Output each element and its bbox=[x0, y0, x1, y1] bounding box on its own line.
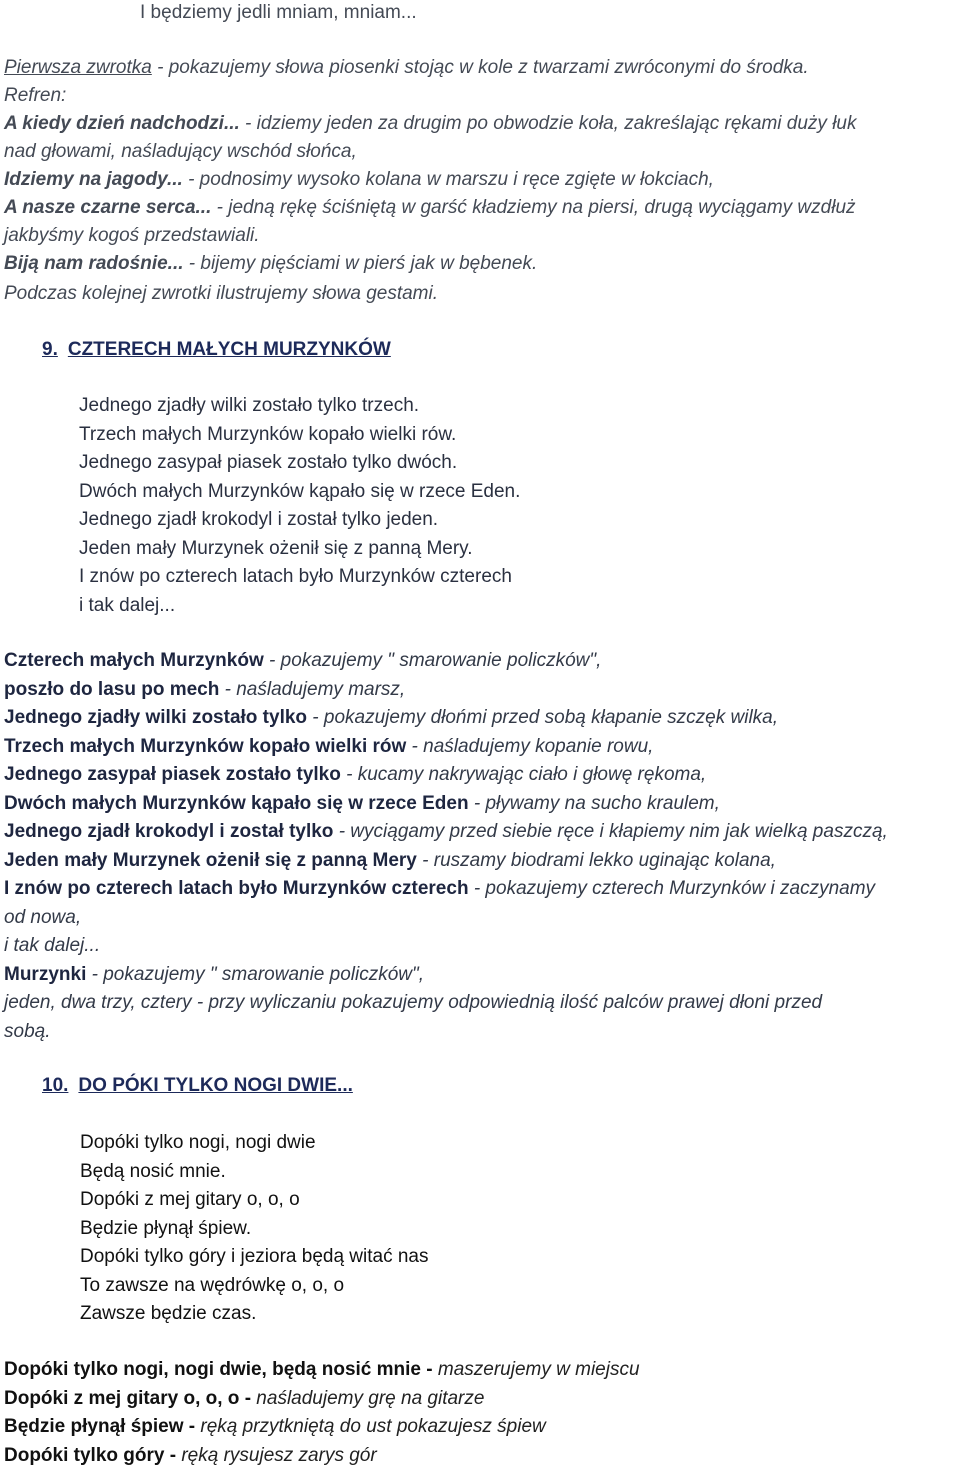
action-line bbox=[4, 875, 875, 904]
refrain-line-4 bbox=[4, 194, 856, 222]
verse-line: Dopóki tylko nogi, nogi dwie bbox=[80, 1132, 316, 1153]
action-key: Jeden mały Murzynek ożenił się z panną Mery bbox=[4, 849, 417, 871]
action-key: Murzynki bbox=[4, 963, 87, 985]
refrain-line-2: nad głowami, naśladujący wschód słońca, bbox=[4, 141, 357, 162]
action-line bbox=[4, 904, 81, 933]
action-line bbox=[4, 1413, 546, 1442]
verse-line: Jednego zjadły wilki zostało tylko trzech. bbox=[79, 395, 420, 416]
action-line bbox=[4, 847, 776, 876]
action-desc: jeden, dwa trzy, cztery - przy wyliczaniu pokazujemy odpowiednią ilość palców prawej dłoni przed bbox=[4, 992, 823, 1013]
action-line bbox=[4, 647, 601, 676]
action-line bbox=[4, 961, 424, 990]
action-desc: naśladujemy grę na gitarze bbox=[251, 1387, 485, 1409]
song-10-heading bbox=[42, 1072, 353, 1100]
verse-line: Dopóki tylko góry i jeziora będą witać nas bbox=[80, 1246, 429, 1267]
verse-line: Będzie płynął śpiew. bbox=[80, 1217, 252, 1239]
verse-line: i tak dalej... bbox=[79, 594, 176, 616]
refrain-line-3 bbox=[4, 166, 714, 194]
action-line bbox=[4, 1356, 640, 1385]
refrain-line-1 bbox=[4, 110, 857, 138]
action-key: Dwóch małych Murzynków kąpało się w rzece Eden bbox=[4, 792, 469, 814]
action-desc: - pokazujemy czterech Murzynków i zaczynamy bbox=[468, 878, 876, 899]
refrain-desc: - idziemy jeden za drugim po obwodzie koła, zakreślając rękami duży łuk bbox=[239, 113, 857, 134]
song-lyric-line: I będziemy jedli mniam, mniam... bbox=[140, 2, 417, 23]
verse-line: Jednego zasypał piasek zostało tylko dwóch. bbox=[79, 452, 458, 473]
action-desc: - wyciągamy przed siebie ręce i kłapiemy nim jak wielką paszczą, bbox=[333, 821, 888, 842]
action-line bbox=[4, 1018, 50, 1047]
action-line bbox=[4, 932, 100, 961]
action-key: Będzie płynął śpiew - bbox=[4, 1416, 196, 1437]
action-line bbox=[4, 989, 822, 1018]
action-key: Dopóki tylko nogi, nogi dwie, będą nosić mnie - bbox=[4, 1359, 433, 1380]
refrain-desc: - podnosimy wysoko kolana w marszu i ręce zgięte w łokciach, bbox=[182, 169, 714, 190]
refrain-key: Idziemy na jagody... bbox=[4, 169, 183, 190]
song-9-heading bbox=[42, 336, 391, 364]
action-desc: - pokazujemy " smarowanie policzków", bbox=[263, 650, 602, 671]
verse-line: Trzech małych Murzynków kopało wielki rów. bbox=[79, 423, 457, 445]
verse-line: Jednego zjadł krokodyl i został tylko jeden. bbox=[79, 509, 439, 530]
action-key: I znów po czterech latach było Murzynków czterech bbox=[4, 878, 469, 899]
refrain-desc: - bijemy pięściami w pierś jak w bębenek. bbox=[183, 253, 538, 274]
verse-line: Dwóch małych Murzynków kąpało się w rzece Eden. bbox=[79, 480, 521, 502]
action-desc: - naśladujemy kopanie rowu, bbox=[406, 735, 654, 757]
action-desc: - ruszamy biodrami lekko uginając kolana, bbox=[416, 849, 776, 871]
action-line bbox=[4, 790, 720, 819]
action-key: Trzech małych Murzynków kopało wielki rów bbox=[4, 735, 407, 757]
verse-line: Jeden mały Murzynek ożenił się z panną Mery. bbox=[79, 537, 473, 559]
first-verse-instruction bbox=[4, 54, 809, 82]
action-key: poszło do lasu po mech bbox=[4, 678, 220, 700]
action-desc: ręką rysujesz zarys gór bbox=[176, 1444, 377, 1466]
refrain-line-5: jakbyśmy kogoś przedstawiali. bbox=[4, 225, 260, 246]
song-9-title: CZTERECH MAŁYCH MURZYNKÓW bbox=[67, 339, 391, 360]
action-line bbox=[4, 818, 888, 847]
verse-line: Zawsze będzie czas. bbox=[80, 1303, 257, 1324]
refrain-key: A nasze czarne serca... bbox=[4, 197, 212, 218]
action-line bbox=[4, 1385, 484, 1414]
gesture-note: Podczas kolejnej zwrotki ilustrujemy słowa gestami. bbox=[4, 283, 438, 304]
action-line bbox=[4, 1442, 377, 1470]
action-key: Jednego zasypał piasek zostało tylko bbox=[4, 764, 341, 785]
song-10-number: 10. bbox=[42, 1075, 69, 1096]
first-verse-label: Pierwsza zwrotka bbox=[4, 57, 152, 78]
action-line bbox=[4, 676, 405, 705]
action-desc: maszerujemy w miejscu bbox=[432, 1359, 640, 1380]
song-10-title: DO PÓKI TYLKO NOGI DWIE... bbox=[78, 1075, 353, 1096]
action-desc: od nowa, bbox=[4, 906, 82, 928]
verse-line: To zawsze na wędrówkę o, o, o bbox=[80, 1274, 345, 1296]
action-desc: - naśladujemy marsz, bbox=[219, 678, 406, 700]
action-key: Jednego zjadł krokodyl i został tylko bbox=[4, 821, 334, 842]
action-key: Dopóki z mej gitary o, o, o - bbox=[4, 1387, 252, 1409]
action-line bbox=[4, 761, 706, 790]
action-desc: - pokazujemy dłońmi przed sobą kłapanie szczęk wilka, bbox=[307, 707, 779, 728]
action-desc: ręką przytkniętą do ust pokazujesz śpiew bbox=[195, 1416, 546, 1437]
first-verse-text: - pokazujemy słowa piosenki stojąc w kole z twarzami zwróconymi do środka. bbox=[151, 57, 809, 78]
action-key: Czterech małych Murzynków bbox=[4, 650, 264, 671]
verse-line: Będą nosić mnie. bbox=[80, 1160, 226, 1182]
refrain-desc: - jedną rękę ściśniętą w garść kładziemy na piersi, drugą wyciągamy wzdłuż bbox=[211, 197, 856, 218]
verse-line: I znów po czterech latach było Murzynków czterech bbox=[79, 566, 512, 587]
action-desc: - pokazujemy " smarowanie policzków", bbox=[86, 963, 425, 985]
action-desc: sobą. bbox=[4, 1020, 51, 1042]
refrain-label: Refren: bbox=[4, 85, 67, 106]
refrain-key: A kiedy dzień nadchodzi... bbox=[4, 113, 240, 134]
action-desc: i tak dalej... bbox=[4, 935, 101, 956]
song-9-number: 9. bbox=[42, 339, 58, 360]
refrain-key: Biją nam radośnie... bbox=[4, 253, 184, 274]
action-line bbox=[4, 704, 778, 733]
verse-line: Dopóki z mej gitary o, o, o bbox=[80, 1189, 300, 1210]
action-desc: - pływamy na sucho kraulem, bbox=[468, 792, 720, 814]
action-key: Jednego zjadły wilki zostało tylko bbox=[4, 707, 308, 728]
action-desc: - kucamy nakrywając ciało i głowę rękoma, bbox=[340, 764, 707, 785]
refrain-line-6 bbox=[4, 250, 537, 278]
action-key: Dopóki tylko góry - bbox=[4, 1444, 177, 1466]
action-line bbox=[4, 733, 653, 762]
